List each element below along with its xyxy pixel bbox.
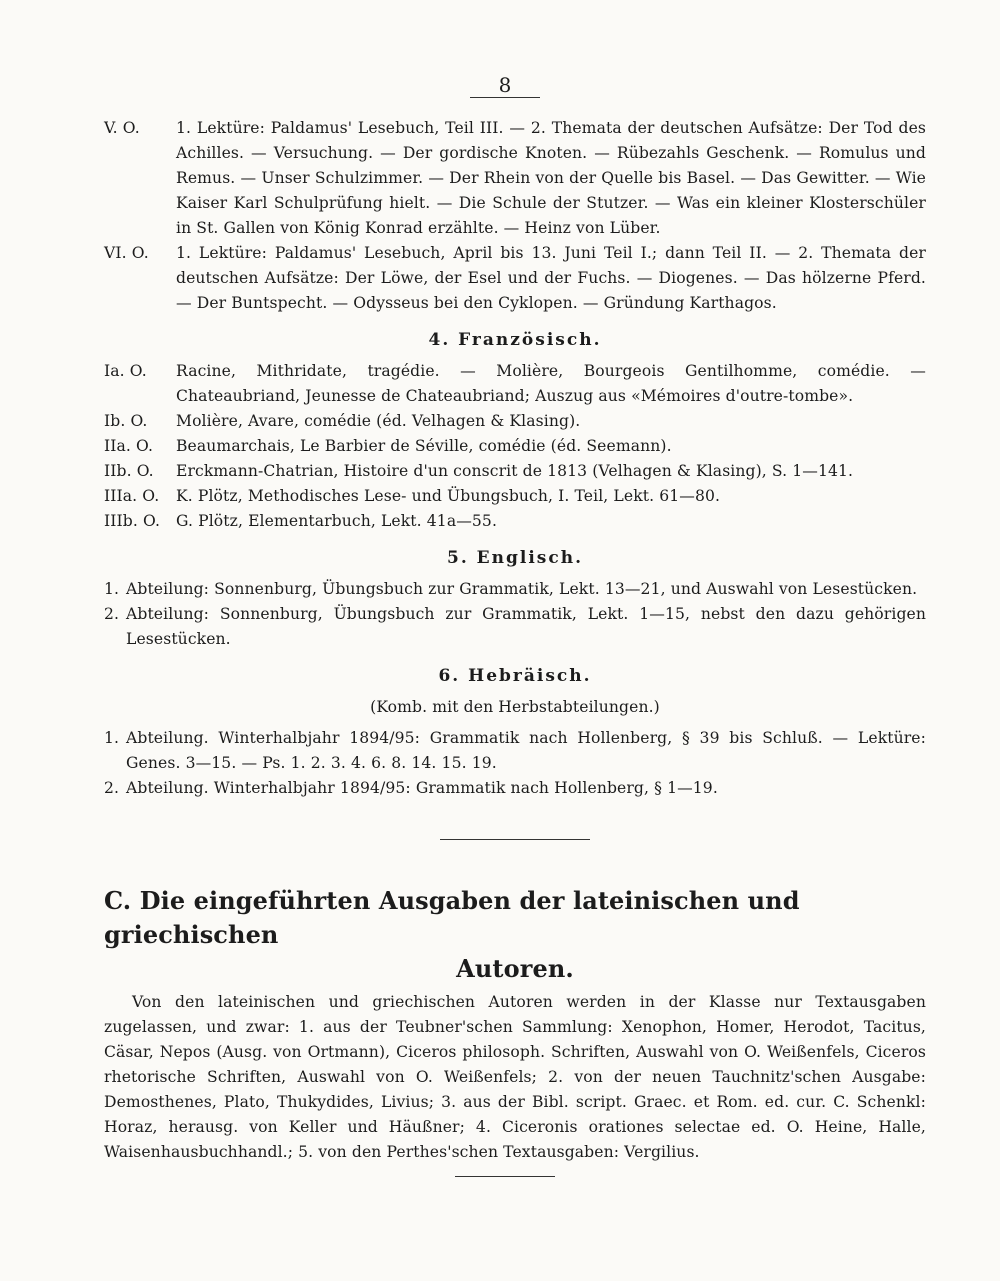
entry-text: K. Plötz, Methodisches Lese- und Übungsbuch, I. Teil, Lekt. 61—80.	[176, 487, 721, 505]
french-heading: 4. Französisch.	[428, 330, 602, 350]
hebrew-subheading: (Komb. mit den Herbstabteilungen.)	[370, 698, 660, 716]
section-c-body: Von den lateinischen und griechischen Autoren werden in der Klasse nur Textausgaben zugelassen, und zwar: 1. aus der Teubner'schen Sammlung: Xenophon, Homer, Herodot, Tacitus, Cäsar, Nepos (Ausg. von Ortmann), Ciceros philosoph. Schriften, Auswahl von O. Weißenfels, Ciceros rhetorische Schriften, Auswahl von O. Weißenfels; 2. von der neuen Tauchnitz'schen Ausgabe: Demosthenes, Plato, Thukydides, Livius; 3. aus der Bibl. script. Graec. et Rom. ed. cur. C. Schenkl: Horaz, herausg. von Keller und Häußner; 4. Ciceronis orationes selectae ed. O. Heine, Halle, Waisenhausbuchhandl.; 5. von den Perthes'schen Textausgaben: Vergilius.	[104, 993, 926, 1161]
english-entry	[104, 577, 926, 602]
entry-label: 2.	[104, 779, 120, 797]
page-number-rule	[470, 97, 540, 98]
entry-text: Beaumarchais, Le Barbier de Séville, comédie (éd. Seemann).	[176, 437, 672, 455]
entry-text: 1. Lektüre: Paldamus' Lesebuch, April bis 13. Juni Teil I.; dann Teil II. — 2. Themata der deutschen Aufsätze: Der Löwe, der Esel und der Fuchs. — Diogenes. — Das hölzerne Pferd. — Der Buntspecht. — Odysseus bei den Cyklopen. — Gründung Karthagos.	[176, 244, 926, 312]
hebrew-heading: 6. Hebräisch.	[438, 666, 592, 686]
french-entry	[104, 434, 926, 459]
german-entry-vi	[104, 241, 926, 316]
french-entry	[104, 484, 926, 509]
entry-text: Abteilung: Sonnenburg, Übungsbuch zur Grammatik, Lekt. 13—21, und Auswahl von Lesestücken.	[126, 580, 918, 598]
entry-text: G. Plötz, Elementarbuch, Lekt. 41a—55.	[176, 512, 498, 530]
page-content	[104, 116, 926, 1165]
entry-label: 1.	[104, 580, 120, 598]
entry-text: Erckmann-Chatrian, Histoire d'un conscrit de 1813 (Velhagen & Klasing), S. 1—141.	[176, 462, 854, 480]
french-entry	[104, 359, 926, 409]
entry-text: Abteilung. Winterhalbjahr 1894/95: Grammatik nach Hollenberg, § 1—19.	[126, 779, 718, 797]
entry-text: 1. Lektüre: Paldamus' Lesebuch, Teil III. — 2. Themata der deutschen Aufsätze: Der Tod des Achilles. — Versuchung. — Der gordische Knoten. — Rübezahls Geschenk. — Romulus und Remus. — Unser Schulzimmer. — Der Rhein von der Quelle bis Basel. — Das Gewitter. — Wie Kaiser Karl Schulprüfung hielt. — Die Schule der Stutzer. — Was ein kleiner Klosterschüler in St. Gallen von König Konrad erzählte. — Heinz von Lüber.	[176, 119, 926, 237]
entry-text: Abteilung: Sonnenburg, Übungsbuch zur Grammatik, Lekt. 1—15, nebst den dazu gehörigen Lesestücken.	[126, 605, 926, 648]
entry-label: Ia. O.	[104, 362, 147, 380]
bottom-rule	[455, 1176, 555, 1177]
french-entry	[104, 459, 926, 484]
entry-label: IIb. O.	[104, 462, 154, 480]
hebrew-entry	[104, 726, 926, 776]
entry-label: IIIa. O.	[104, 487, 160, 505]
entry-label: Ib. O.	[104, 412, 148, 430]
hebrew-entry	[104, 776, 926, 801]
hebrew-section	[104, 726, 926, 801]
section-c-heading	[104, 884, 926, 986]
entry-text: Racine, Mithridate, tragédie. — Molière, Bourgeois Gentilhomme, comédie. — Chateaubriand, Jeunesse de Chateaubriand; Auszug aus «Mémoires d'outre-tombe».	[176, 362, 926, 405]
french-section	[104, 359, 926, 534]
english-entry	[104, 602, 926, 652]
page-number: 8	[498, 73, 512, 97]
section-c	[104, 884, 926, 1165]
entry-label: IIa. O.	[104, 437, 154, 455]
entry-text: Molière, Avare, comédie (éd. Velhagen & Klasing).	[176, 412, 581, 430]
section-c-heading-line1: C. Die eingeführten Ausgaben der lateinischen und griechischen	[104, 886, 800, 949]
french-entry	[104, 509, 926, 534]
entry-label: 1.	[104, 729, 120, 747]
english-section	[104, 577, 926, 652]
entry-label: V. O.	[104, 119, 140, 137]
section-c-heading-line2: Autoren.	[456, 954, 574, 983]
entry-text: Abteilung. Winterhalbjahr 1894/95: Grammatik nach Hollenberg, § 39 bis Schluß. — Lektüre: Genes. 3—15. — Ps. 1. 2. 3. 4. 6. 8. 14. 15. 19.	[126, 729, 926, 772]
section-divider	[440, 839, 590, 840]
entry-label: VI. O.	[104, 244, 149, 262]
french-entry	[104, 409, 926, 434]
german-entry-v	[104, 116, 926, 241]
entry-label: 2.	[104, 605, 120, 623]
german-section	[104, 116, 926, 316]
entry-label: IIIb. O.	[104, 512, 161, 530]
english-heading: 5. Englisch.	[447, 548, 583, 568]
